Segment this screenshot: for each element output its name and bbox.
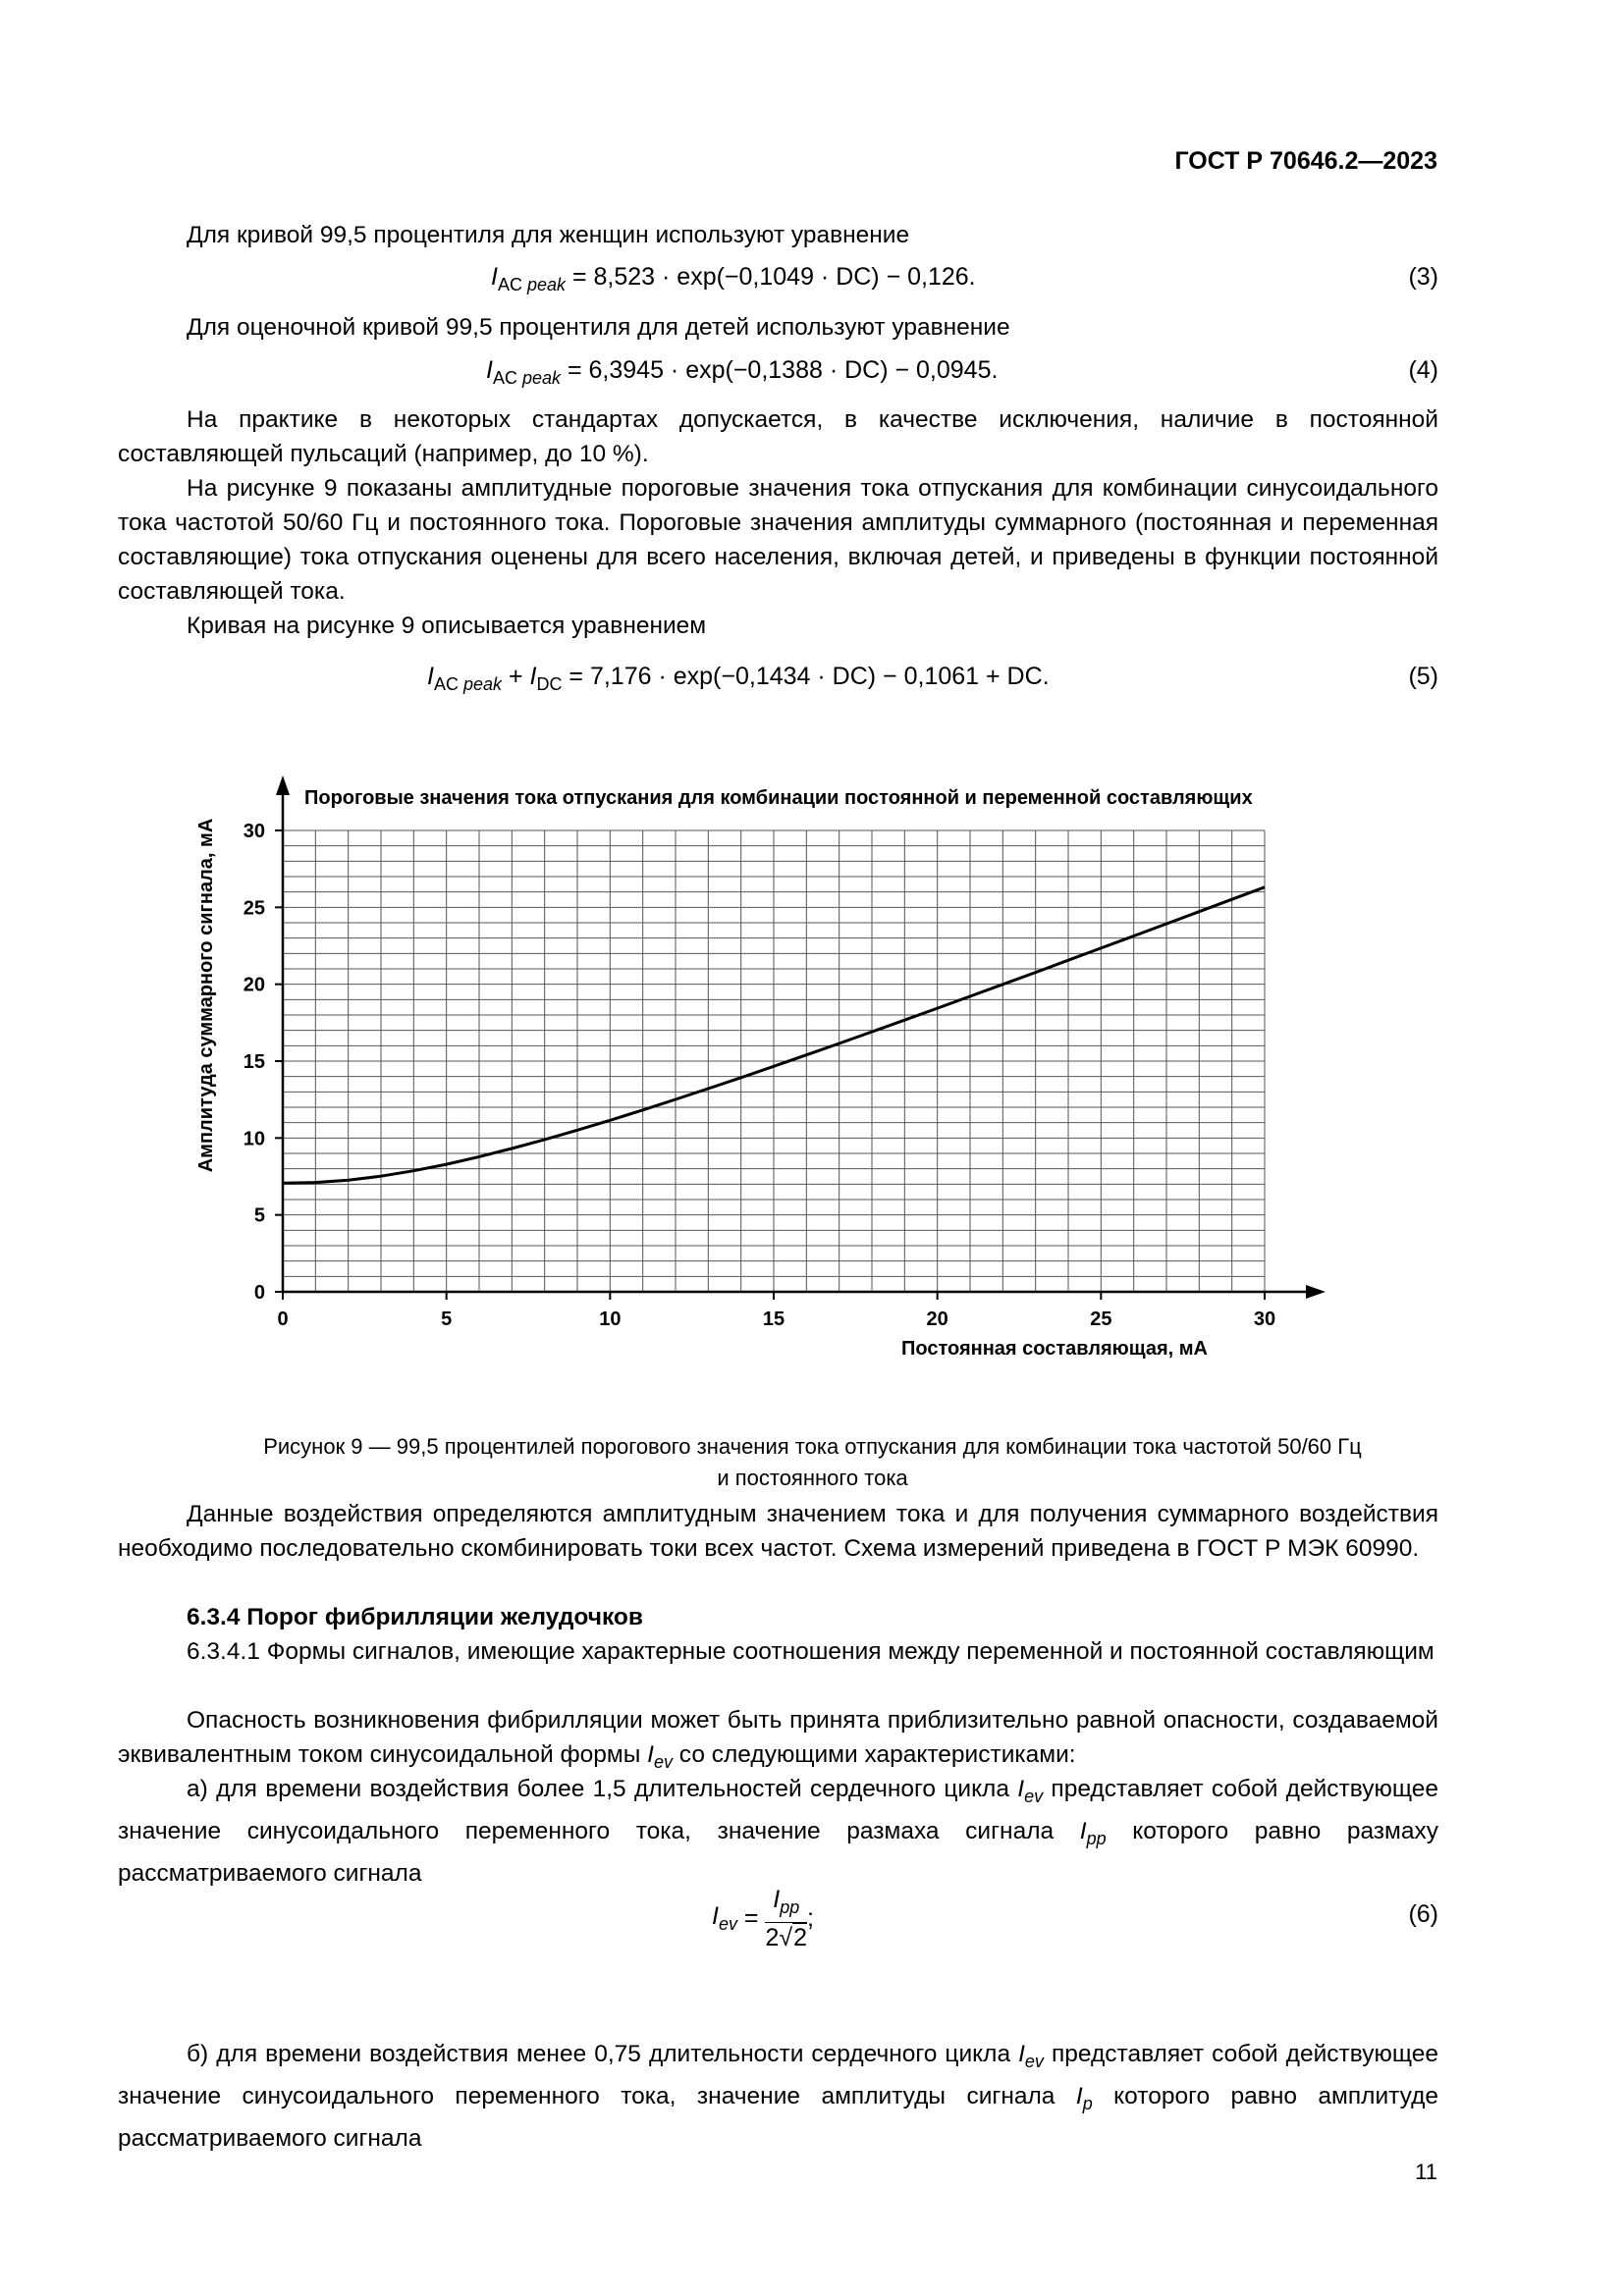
paragraph-item-b: б) для времени воздействия менее 0,75 длительности сердечного цикла $I_{ev}$ представляет собой действующее значение синусоидального переменного тока, значение амплитуды сигнала $I_p$ которого равно амплитуде рассматриваемого сигнала xyxy=(118,2041,1439,2152)
y-axis-arrow xyxy=(276,775,290,795)
figure-caption xyxy=(118,1431,1507,1494)
equation-3-number: (3) xyxy=(1408,263,1438,291)
chart-title: Пороговые значения тока отпускания для комбинации постоянной и переменной составляющих xyxy=(304,787,1253,809)
paragraph-effects: Данные воздействия определяются амплитудным значением тока и для получения суммарного воздействия необходимо последовательно скомбинировать токи всех частот. Схема измерений приведена в ГОСТ Р МЭК 60990. xyxy=(118,1501,1438,1562)
page-number: 11 xyxy=(1415,2160,1437,2184)
equation-3 xyxy=(118,263,1438,302)
y-tick-label: 25 xyxy=(243,897,265,920)
x-axis-arrow xyxy=(1306,1285,1326,1299)
paragraph-figure9-description: На рисунке 9 показаны амплитудные пороговые значения тока отпускания для комбинации синусоидального тока частотой 50/60 Гц и постоянного тока. Пороговые значения амплитуды суммарного (постоянная и переменная составляющие) тока отпускания оценены для всего населения, включая детей, и приведены в функции постоянной составляющей тока. xyxy=(118,475,1438,605)
x-tick-label: 25 xyxy=(1090,1308,1112,1330)
x-tick-label: 20 xyxy=(926,1308,948,1330)
x-tick-label: 15 xyxy=(762,1308,785,1330)
equation-5-formula: $I_{AC peak} + I_{DC} = 7,176 \cdot \exp(-0,1434 \cdot DC) - 0,1061$ + DC. xyxy=(427,663,1050,694)
paragraph-fibrillation-danger: Опасность возникновения фибрилляции может быть принята приблизительно равной опасности, создаваемой эквивалентным током синусоидальной формы $I_{ev}$ со следующими характеристиками: xyxy=(118,1707,1438,1772)
paragraph-item-a: а) для времени воздействия более 1,5 длительностей сердечного цикла $I_{ev}$ представляет собой действующее значение синусоидального переменного тока, значение размаха сигнала $I_{pp}$ которого равно размаху рассматриваемого сигнала xyxy=(118,1776,1438,1887)
y-tick-label: 20 xyxy=(243,974,265,996)
x-tick-label: 5 xyxy=(441,1308,453,1330)
y-tick-label: 10 xyxy=(243,1128,265,1150)
y-tick-label: 30 xyxy=(243,821,265,842)
document-header: ГОСТ Р 70646.2—2023 xyxy=(1174,147,1437,175)
figure-caption-line2: и постоянного тока xyxy=(717,1466,908,1490)
chart-grid xyxy=(283,830,1265,1292)
chart-x-axis-label: Постоянная составляющая, мА xyxy=(901,1338,1208,1360)
y-tick-label: 15 xyxy=(243,1051,265,1073)
chart-axes xyxy=(276,775,1326,1299)
equation-5-number: (5) xyxy=(1408,663,1438,690)
figure-9-chart xyxy=(187,766,1345,1374)
equation-5 xyxy=(118,663,1438,702)
paragraph-women-curve: Для кривой 99,5 процентиля для женщин используют уравнение xyxy=(187,222,910,248)
equation-4-number: (4) xyxy=(1408,356,1438,384)
paragraph-children-curve: Для оценочной кривой 99,5 процентиля для детей используют уравнение xyxy=(187,314,1010,341)
y-tick-label: 5 xyxy=(253,1204,265,1227)
x-tick-label: 0 xyxy=(277,1308,289,1330)
chart-y-axis-label: Амплитуда суммарного сигнала, мА xyxy=(195,818,217,1173)
figure-caption-line1: Рисунок 9 — 99,5 процентилей порогового значения тока отпускания для комбинации тока частотой 50/60 Гц xyxy=(263,1434,1362,1459)
x-tick-label: 10 xyxy=(599,1308,622,1330)
y-tick-label: 0 xyxy=(253,1282,265,1304)
paragraph-curve-equation-intro: Кривая на рисунке 9 описывается уравнением xyxy=(187,613,707,639)
equation-6-number: (6) xyxy=(1408,1900,1438,1928)
section-heading-6-3-4: 6.3.4 Порог фибрилляции желудочков xyxy=(187,1604,643,1630)
equation-3-formula: $I_{AC peak} = 8,523 \cdot \exp(-0,1049 \cdot DC) - 0,126$. xyxy=(491,263,976,294)
equation-4-formula: $I_{AC peak} = 6,3945 \cdot \exp(-0,1388 \cdot DC) - 0,0945$. xyxy=(486,356,999,388)
chart-tick-labels xyxy=(244,821,1275,1330)
x-tick-label: 30 xyxy=(1253,1308,1276,1330)
equation-4 xyxy=(118,356,1438,396)
equation-6-formula: $I_{ev}$ = $\frac{I_{pp}}{2√2}$ ; xyxy=(712,1886,814,1951)
paragraph-practice: На практике в некоторых стандартах допускается, в качестве исключения, наличие в постоянной составляющей пульсаций (например, до 10 %). xyxy=(118,406,1438,467)
paragraph-6-3-4-1: 6.3.4.1 Формы сигналов, имеющие характерные соотношения между переменной и постоянной составляющим xyxy=(187,1638,1435,1665)
equation-6 xyxy=(118,1885,1438,1953)
